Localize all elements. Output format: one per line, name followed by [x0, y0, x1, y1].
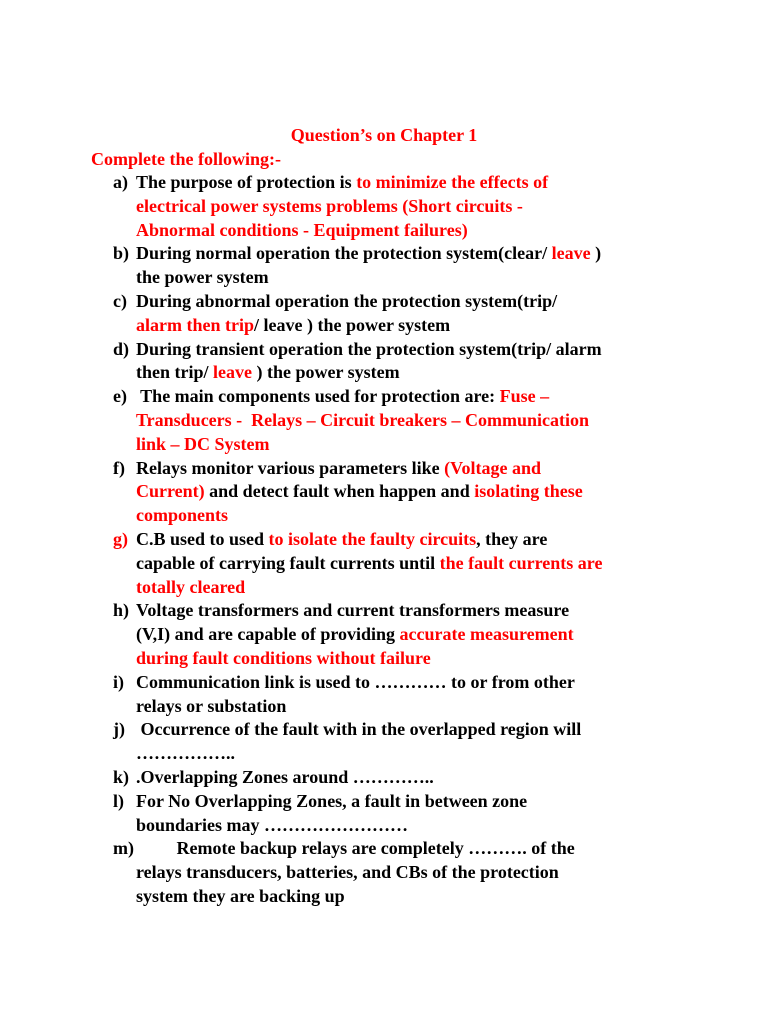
question-segment: Relays monitor various parameters like: [136, 457, 445, 478]
question-segment: / leave ) the power system: [253, 314, 451, 335]
question-item: [0, 790, 768, 838]
question-line: [136, 552, 668, 576]
answer-text: to minimize the effects of: [356, 172, 549, 192]
question-segment: then trip/: [136, 362, 214, 383]
question-segment: , they are: [476, 528, 548, 549]
question-segment: The purpose of protection is: [136, 172, 357, 192]
question-item: [0, 338, 768, 386]
question-line: [136, 861, 668, 885]
question-line: [136, 647, 668, 671]
question-item: [0, 671, 768, 719]
question-line: [136, 504, 668, 528]
question-segment: and detect fault when happen and: [204, 481, 475, 502]
question-line: [136, 599, 668, 623]
question-line: [136, 195, 668, 219]
question-text: [136, 290, 668, 338]
question-item: [0, 242, 768, 290]
question-line: [136, 385, 668, 409]
question-line: [136, 885, 668, 909]
question-segment: system they are backing up: [136, 885, 345, 906]
question-text: [136, 718, 668, 766]
question-line: [136, 480, 668, 504]
answer-text: leave: [551, 243, 591, 264]
question-segment: During normal operation the protection system(clear/: [136, 243, 552, 264]
question-segment: ) the power system: [252, 362, 400, 383]
question-segment: .Overlapping Zones around …………..: [136, 766, 434, 787]
question-text: [136, 385, 668, 456]
question-text: [136, 242, 668, 290]
question-line: [136, 790, 668, 814]
answer-text: Abnormal conditions - Equipment failures): [136, 219, 468, 240]
question-line: [136, 171, 668, 195]
question-segment: capable of carrying fault currents until: [136, 552, 440, 573]
question-segment: The main components used for protection are:: [136, 386, 500, 407]
question-line: [136, 766, 668, 790]
question-line: [136, 266, 668, 290]
question-segment: Voltage transformers and current transformers measure: [136, 600, 570, 621]
answer-text: during fault conditions without failure: [136, 647, 431, 668]
question-segment: relays or substation: [136, 695, 287, 716]
question-segment: C.B used to used: [136, 528, 269, 549]
question-line: [136, 671, 668, 695]
answer-text: totally cleared: [136, 576, 246, 597]
question-marker: b): [113, 243, 130, 264]
answer-text: the fault currents are: [439, 552, 603, 573]
question-segment: boundaries may ……………………: [136, 814, 409, 835]
answer-text: isolating these: [474, 481, 583, 502]
question-text: [136, 837, 668, 908]
question-text: [136, 338, 668, 386]
question-line: [136, 623, 668, 647]
answer-text: Current): [136, 481, 205, 502]
question-marker: m): [113, 838, 134, 859]
question-text: [136, 171, 668, 242]
question-text: [136, 599, 668, 670]
question-segment: the power system: [136, 267, 269, 288]
question-segment: ……………..: [136, 743, 235, 764]
question-item: [0, 599, 768, 670]
question-marker: d): [113, 338, 130, 359]
question-line: [136, 409, 668, 433]
question-text: [136, 457, 668, 528]
question-line: [136, 695, 668, 719]
question-line: [136, 433, 668, 457]
question-marker: c): [113, 290, 127, 311]
question-marker: j): [113, 719, 125, 740]
question-segment: relays transducers, batteries, and CBs of the protection: [136, 862, 559, 883]
question-marker: f): [113, 457, 125, 478]
question-line: [136, 814, 668, 838]
question-line: [136, 242, 668, 266]
question-item: [0, 837, 768, 908]
page-title: [0, 123, 768, 147]
answer-text: leave: [213, 362, 252, 383]
question-segment: Communication link is used to ………… to or from other: [136, 671, 575, 692]
answer-text: Transducers - Relays – Circuit breakers – Communication: [136, 409, 589, 430]
question-line: [136, 576, 668, 600]
page-title-text: Question’s on Chapter 1: [290, 125, 478, 145]
question-segment: ): [590, 243, 602, 264]
answer-text: components: [136, 505, 229, 526]
answer-text: alarm then trip: [136, 314, 254, 335]
question-marker: i): [113, 671, 124, 692]
answer-text: Fuse –: [499, 386, 550, 407]
question-text: [136, 528, 668, 599]
question-text: [136, 671, 668, 719]
question-list: [0, 171, 768, 909]
answer-text: (Voltage and: [444, 457, 541, 478]
question-marker: h): [113, 600, 130, 621]
intro-heading: Complete the following:-: [91, 149, 281, 169]
question-line: [136, 219, 668, 243]
question-marker: k): [113, 766, 130, 787]
answer-text: electrical power systems problems (Short circuits -: [136, 195, 523, 216]
question-item: [0, 290, 768, 338]
question-text: [136, 766, 668, 790]
question-line: [136, 290, 668, 314]
question-line: [136, 718, 668, 742]
question-line: [136, 361, 668, 385]
question-marker: a): [113, 172, 128, 192]
answer-text: accurate measurement: [399, 624, 574, 645]
question-item: [0, 171, 768, 242]
question-item: [0, 718, 768, 766]
question-line: [136, 837, 668, 861]
question-segment: For No Overlapping Zones, a fault in between zone: [136, 790, 528, 811]
question-line: [136, 742, 668, 766]
answer-text: to isolate the faulty circuits: [268, 528, 477, 549]
question-line: [136, 457, 668, 481]
question-marker: l): [113, 790, 124, 811]
question-marker: e): [113, 386, 127, 407]
question-item: [0, 457, 768, 528]
question-item: [0, 766, 768, 790]
question-line: [136, 338, 668, 362]
question-segment: During transient operation the protection system(trip/ alarm: [136, 338, 602, 359]
question-segment: (V,I) and are capable of providing: [136, 624, 400, 645]
question-segment: Remote backup relays are completely ………. of the: [136, 838, 575, 859]
question-line: [136, 528, 668, 552]
question-text: [136, 790, 668, 838]
question-line: [136, 314, 668, 338]
answer-text: link – DC System: [136, 433, 270, 454]
question-segment: Occurrence of the fault with in the overlapped region will: [136, 719, 582, 740]
question-item: [0, 528, 768, 599]
question-segment: During abnormal operation the protection system(trip/: [136, 290, 558, 311]
question-marker: g): [113, 528, 128, 549]
question-item: [0, 385, 768, 456]
